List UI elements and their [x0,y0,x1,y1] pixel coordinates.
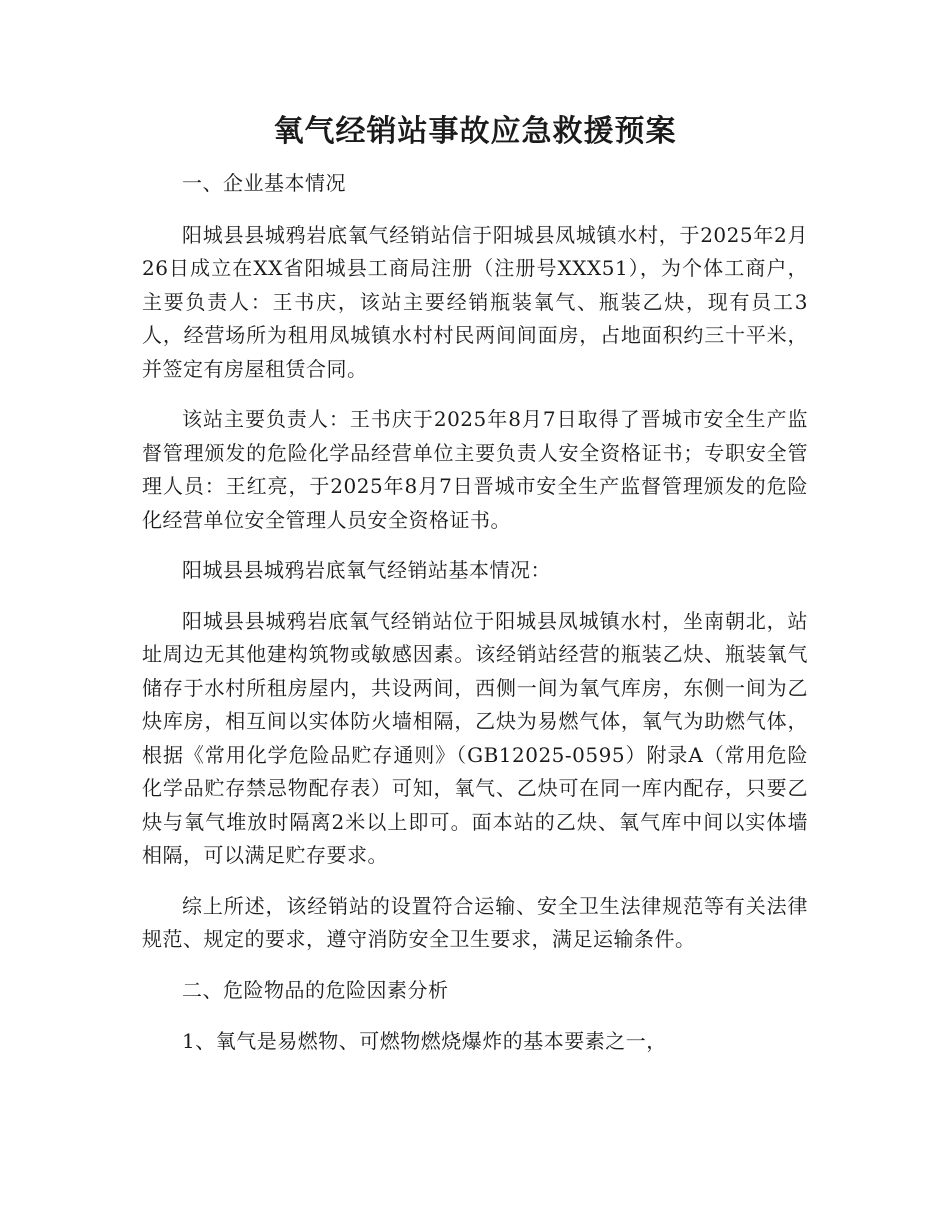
paragraph-company-overview: 阳城县县城鸦岩底氧气经销站信于阳城县凤城镇水村，于2025年2月26日成立在XX省阳城县工商局注册（注册号XXX51），为个体工商户，主要负责人：王书庆，该站主要经销瓶装氧气、瓶装乙炔，现有员工3人，经营场所为租用凤城镇水村村民两间间面房，占地面积约三十平米，并签定有房屋租赁合同。 [142,222,808,381]
paragraph-responsible-persons: 该站主要负责人：王书庆于2025年8月7日取得了晋城市安全生产监督管理颁发的危险化学品经营单位主要负责人安全资格证书；专职安全管理人员：王红亮，于2025年8月7日晋城市安全生产监督管理颁发的危险化经营单位安全管理人员安全资格证书。 [142,407,808,532]
paragraph-site-storage: 阳城县县城鸦岩底氧气经销站位于阳城县凤城镇水村，坐南朝北，站址周边无其他建构筑物或敏感因素。该经销站经营的瓶装乙炔、瓶装氧气储存于水村所租房屋内，共设两间，西侧一间为氧气库房，东侧一间为乙炔库房，相互间以实体防火墙相隔，乙炔为易燃气体，氧气为助燃气体，根据《常用化学危险品贮存通则》（GB12025-0595）附录A（常用危险化学品贮存禁忌物配存表）可知，氧气、乙炔可在同一库内配存，只要乙炔与氧气堆放时隔离2米以上即可。面本站的乙炔、氧气库中间以实体墙相隔，可以满足贮存要求。 [142,608,808,867]
paragraph-oxygen-hazard: 1、氧气是易燃物、可燃物燃烧爆炸的基本要素之一， [182,1029,667,1053]
paragraph-basic-situation-intro: 阳城县县城鸦岩底氧气经销站基本情况： [182,558,551,582]
paragraph-conclusion: 综上所述，该经销站的设置符合运输、安全卫生法律规范等有关法律规范、规定的要求，遵守消防安全卫生要求，满足运输条件。 [142,893,808,951]
section-heading-hazard-analysis: 二、危险物品的危险因素分析 [182,977,449,1002]
section-heading-basic-info: 一、企业基本情况 [182,171,346,195]
document-page [142,112,808,1076]
document-title: 氧气经销站事故应急救援预案 [273,114,677,149]
